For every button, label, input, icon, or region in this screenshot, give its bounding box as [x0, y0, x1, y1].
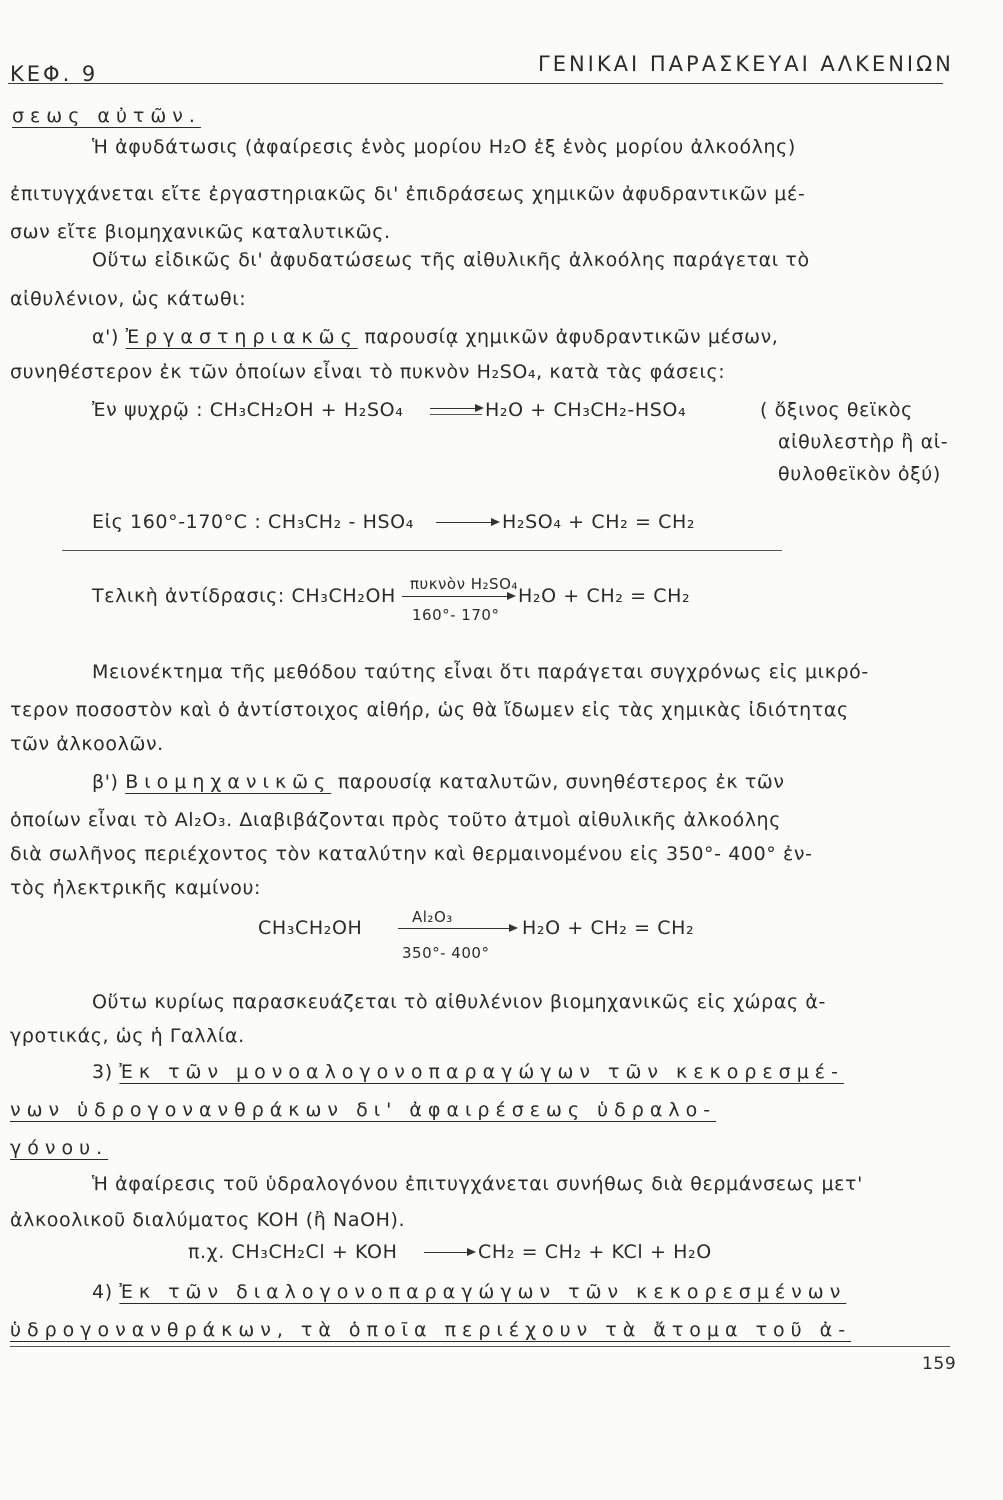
equation-left: Εἰς 160°-170°C : CH₃CH₂ - HSO₄	[92, 511, 414, 533]
equation-left: π.χ. CH₃CH₂Cl + KOH	[188, 1241, 398, 1263]
equation-left: Ἐν ψυχρῷ : CH₃CH₂OH + H₂SO₄	[92, 399, 404, 421]
text-line: τερον ποσοστὸν καὶ ὁ ἀντίστοιχος αἰθήρ, ὡς θὰ ἴδωμεν εἰς τὰς χημικὰς ἰδιότητας	[10, 699, 849, 721]
equation-right: CH₂ = CH₂ + KCl + H₂O	[478, 1241, 712, 1263]
header-rule	[8, 83, 943, 84]
text-line: ἐπιτυγχάνεται εἴτε ἐργαστηριακῶς δι' ἐπιδράσεως χημικῶν ἀφυδραντικῶν μέ-	[10, 183, 806, 205]
bottom-rule	[10, 1346, 950, 1347]
text-line	[92, 770, 785, 794]
text-line: ( ὄξινος θεϊκὸς	[760, 399, 913, 421]
text-line: σων εἴτε βιομηχανικῶς καταλυτικῶς.	[10, 221, 391, 243]
item-marker: α')	[92, 326, 126, 348]
reaction-condition: πυκνὸν H₂SO₄	[410, 575, 518, 593]
reaction-arrow	[398, 928, 516, 929]
text-line: σεως αὐτῶν.	[12, 105, 201, 127]
text-line: Ἡ ἀφυδάτωσις (ἀφαίρεσις ἑνὸς μορίου H₂O ἐξ ἑνὸς μορίου ἀλκοόλης)	[92, 136, 796, 158]
section-heading: Ἐργαστηριακῶς	[125, 326, 358, 348]
equilibrium-arrow	[430, 408, 482, 409]
section-heading: Ἐκ τῶν μονοαλογονοπαραγώγων τῶν κεκορεσμέ-	[119, 1061, 844, 1083]
text-line: τῶν ἀλκοολῶν.	[10, 733, 164, 755]
text-line: τὸς ἠλεκτρικῆς καμίνου:	[10, 877, 262, 899]
page-number: 159	[922, 1354, 957, 1374]
section-heading: Βιομηχανικῶς	[125, 771, 332, 793]
separator-rule	[62, 550, 782, 551]
equilibrium-arrow-lower	[430, 414, 482, 415]
equation-left: Τελικὴ ἀντίδρασις: CH₃CH₂OH	[92, 585, 396, 607]
text-line: αἰθυλένιον, ὡς κάτωθι:	[10, 288, 247, 310]
equation-right: H₂O + CH₂ = CH₂	[522, 917, 695, 939]
reaction-condition: Al₂O₃	[412, 908, 453, 926]
equation-left: CH₃CH₂OH	[258, 917, 363, 939]
text-line: διὰ σωλῆνος περιέχοντος τὸν καταλύτην καὶ θερμαινομένου εἰς 350°- 400° ἐν-	[10, 843, 813, 865]
equation-right: H₂O + CH₃CH₂-HSO₄	[485, 399, 687, 421]
section-heading: γόνου.	[10, 1137, 109, 1159]
text-line	[92, 1060, 844, 1084]
reaction-arrow	[402, 596, 514, 597]
section-heading: Ἐκ τῶν διαλογονοπαραγώγων τῶν κεκορεσμένων	[119, 1281, 847, 1303]
section-heading: νων ὑδρογονανθράκων δι' ἀφαιρέσεως ὑδραλο-	[10, 1099, 717, 1121]
text-line: Οὕτω εἰδικῶς δι' ἀφυδατώσεως τῆς αἰθυλικῆς ἀλκοόλης παράγεται τὸ	[92, 249, 810, 271]
text-line: ὁποίων εἶναι τὸ Al₂O₃. Διαβιβάζονται πρὸς τοῦτο ἀτμοὶ αἰθυλικῆς ἀλκοόλης	[10, 809, 781, 831]
page-title: ΓΕΝΙΚΑΙ ΠΑΡΑΣΚΕΥΑΙ ΑΛΚΕΝΙΩΝ	[538, 52, 954, 76]
text-line: Ἡ ἀφαίρεσις τοῦ ὑδραλογόνου ἐπιτυγχάνεται συνήθως διὰ θερμάνσεως μετ'	[92, 1173, 863, 1195]
chapter-label: ΚΕΦ. 9	[10, 62, 99, 86]
reaction-arrow	[436, 522, 498, 523]
section-heading: ὑδρογονανθράκων, τὰ ὁποῖα περιέχουν τὰ ἄτομα τοῦ ἀ-	[10, 1319, 852, 1341]
text-line: γροτικάς, ὡς ἡ Γαλλία.	[10, 1025, 245, 1047]
text-line: Οὕτω κυρίως παρασκευάζεται τὸ αἰθυλένιον βιομηχανικῶς εἰς χώρας ἀ-	[92, 991, 826, 1013]
text-line: θυλοθεϊκὸν ὀξύ)	[778, 463, 941, 485]
reaction-temperature: 350°- 400°	[402, 944, 490, 962]
text-line: Μειονέκτημα τῆς μεθόδου ταύτης εἶναι ὅτι παράγεται συγχρόνως εἰς μικρό-	[92, 661, 869, 683]
reaction-arrow	[424, 1252, 474, 1253]
text-line	[92, 1280, 846, 1304]
text-line: συνηθέστερον ἐκ τῶν ὁποίων εἶναι τὸ πυκνὸν H₂SO₄, κατὰ τὰς φάσεις:	[10, 361, 726, 383]
item-marker: β')	[92, 771, 126, 793]
text-span: παρουσίᾳ χημικῶν ἀφυδραντικῶν μέσων,	[357, 326, 779, 348]
equation-right: H₂SO₄ + CH₂ = CH₂	[502, 511, 696, 533]
text-line	[92, 325, 778, 349]
item-marker: 3)	[92, 1061, 120, 1083]
reaction-temperature: 160°- 170°	[412, 606, 500, 624]
equation-right: H₂O + CH₂ = CH₂	[518, 585, 691, 607]
text-line: αἰθυλεστὴρ ἢ αἰ-	[778, 431, 949, 453]
text-line: ἀλκοολικοῦ διαλύματος KOH (ἢ NaOH).	[10, 1209, 406, 1231]
item-marker: 4)	[92, 1281, 120, 1303]
text-span: παρουσίᾳ καταλυτῶν, συνηθέστερος ἐκ τῶν	[331, 771, 785, 793]
